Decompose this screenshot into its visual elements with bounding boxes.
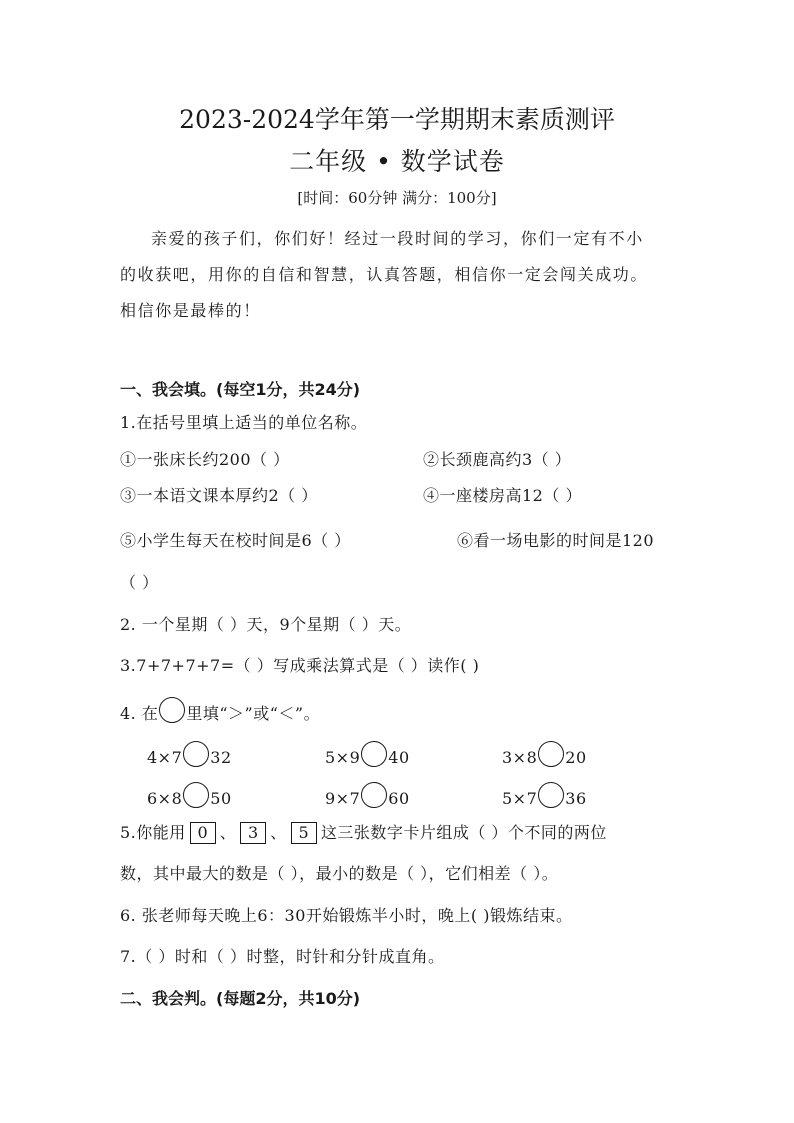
q4-expr-1-left: 4×7 <box>147 748 183 767</box>
q4-expr-1 <box>147 741 232 767</box>
q4-expr-6-right: 36 <box>565 789 587 808</box>
digit-card-5: 5 <box>291 822 317 844</box>
q1-item-6: ⑥看一场电影的时间是120 <box>457 531 655 550</box>
section-1-heading: 一、我会填。(每空1分，共24分) <box>120 380 361 399</box>
section-2-heading: 二、我会判。(每题2分，共10分) <box>120 989 361 1008</box>
q4-expr-5-left: 9×7 <box>325 789 361 808</box>
compare-circle[interactable] <box>183 782 209 808</box>
q4-expr-4-right: 50 <box>210 789 232 808</box>
q1-item-6-blank: （ ） <box>120 573 159 592</box>
q1-item-3: ③一本语文课本厚约2（ ） <box>120 486 318 505</box>
compare-circle[interactable] <box>538 782 564 808</box>
q1-item-4: ④一座楼房高12（ ） <box>423 486 582 505</box>
intro-line-2: 的收获吧，用你的自信和智慧，认真答题，相信你一定会闯关成功。 <box>120 265 649 284</box>
q4-suffix: 里填“＞”或“＜”。 <box>186 704 321 723</box>
q4-stem <box>120 697 320 724</box>
q1-stem: 1.在括号里填上适当的单位名称。 <box>120 413 368 432</box>
q4-expr-3-left: 3×8 <box>502 748 538 767</box>
exam-subtitle: 二年级 • 数学试卷 <box>289 147 505 176</box>
q4-expr-2-right: 40 <box>388 748 410 767</box>
q5-sep-1: 、 <box>219 823 237 842</box>
q4-expr-5 <box>325 782 410 808</box>
digit-card-3: 3 <box>240 822 266 844</box>
q4-expr-3-right: 20 <box>565 748 587 767</box>
q5-line-2: 数，其中最大的数是（ ），最小的数是（ ），它们相差（ ）。 <box>120 864 559 883</box>
q4-expr-4-left: 6×8 <box>147 789 183 808</box>
q5-prefix: 5.你能用 <box>120 823 186 842</box>
q3-text: 3.7+7+7+7=（ ）写成乘法算式是（ ）读作( ) <box>120 656 480 675</box>
compare-circle[interactable] <box>183 741 209 767</box>
q5-suffix: 这三张数字卡片组成（ ）个不同的两位 <box>320 823 607 842</box>
exam-title: 2023-2024学年第一学期期末素质测评 <box>179 105 615 134</box>
intro-line-1: 亲爱的孩子们，你们好！经过一段时间的学习，你们一定有不小 <box>151 229 644 248</box>
exam-meta: [时间：60分钟 满分：100分] <box>297 189 497 207</box>
compare-circle[interactable] <box>538 741 564 767</box>
q2-text: 2. 一个星期（ ）天，9个星期（ ）天。 <box>120 615 412 634</box>
q4-expr-5-right: 60 <box>388 789 410 808</box>
q7-text: 7.（ ）时和（ ）时整，时针和分针成直角。 <box>120 947 445 966</box>
q1-item-2: ②长颈鹿高约3（ ） <box>423 450 572 469</box>
q4-prefix: 4. 在 <box>120 704 159 723</box>
compare-circle[interactable] <box>361 782 387 808</box>
q5-sep-2: 、 <box>270 823 287 842</box>
q4-expr-4 <box>147 782 232 808</box>
compare-circle <box>159 697 185 723</box>
q1-item-1: ①一张床长约200（ ） <box>120 450 290 469</box>
q4-expr-3 <box>502 741 587 767</box>
q5-line-1 <box>120 820 607 844</box>
q4-expr-1-right: 32 <box>210 748 232 767</box>
compare-circle[interactable] <box>361 741 387 767</box>
q4-expr-2 <box>325 741 410 767</box>
q4-expr-2-left: 5×9 <box>325 748 361 767</box>
digit-card-0: 0 <box>190 822 216 844</box>
q6-text: 6. 张老师每天晚上6：30开始锻炼半小时，晚上( )锻炼结束。 <box>120 906 573 925</box>
intro-line-3: 相信你是最棒的！ <box>120 301 261 320</box>
q4-expr-6-left: 5×7 <box>502 789 538 808</box>
q4-expr-6 <box>502 782 587 808</box>
q1-item-5: ⑤小学生每天在校时间是6（ ） <box>120 531 351 550</box>
